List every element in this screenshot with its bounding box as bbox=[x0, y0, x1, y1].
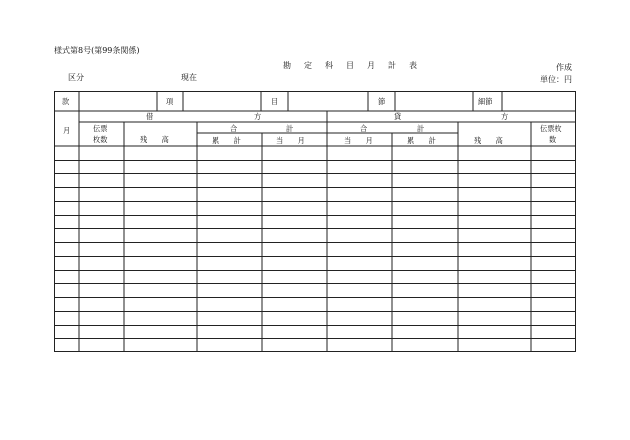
slips-header-b: 枚数 bbox=[93, 135, 108, 144]
credit-balance-header: 残 高 bbox=[474, 136, 503, 145]
debit-total-b: 計 bbox=[286, 124, 294, 133]
debit-total-a: 合 bbox=[230, 124, 238, 133]
credit-side-header: 方 bbox=[501, 112, 509, 121]
credit-total-a: 合 bbox=[360, 124, 368, 133]
credit-current-header: 当 月 bbox=[344, 136, 373, 145]
debit-current-header: 当 月 bbox=[276, 136, 305, 145]
kubun-label: 区分 bbox=[68, 73, 84, 82]
ledger-table bbox=[54, 91, 576, 352]
debit-header: 借 bbox=[146, 112, 154, 121]
genzai-label: 現在 bbox=[181, 73, 197, 82]
saimoku-label: 細節 bbox=[478, 97, 493, 106]
credit-header: 貸 bbox=[394, 112, 402, 121]
form-number: 様式第8号(第99条関係) bbox=[54, 46, 140, 55]
unit-label: 単位：円 bbox=[540, 75, 572, 84]
table-body-rows bbox=[54, 161, 576, 339]
month-header: 月 bbox=[63, 126, 71, 135]
moku-label: 目 bbox=[271, 97, 279, 106]
slips-right-header-b: 数 bbox=[549, 135, 557, 144]
credit-cumulative-header: 累 計 bbox=[407, 136, 436, 145]
credit-total-b: 計 bbox=[417, 124, 425, 133]
slips-right-header-a: 伝票枚 bbox=[540, 124, 562, 133]
debit-side-header: 方 bbox=[254, 112, 262, 121]
setsu-label: 節 bbox=[378, 97, 386, 106]
table-border bbox=[55, 92, 576, 352]
balance-header: 残 高 bbox=[140, 135, 169, 144]
page-title: 勘定科目月計表 bbox=[283, 61, 430, 70]
sakusei-label: 作成 bbox=[556, 63, 572, 72]
kan-label: 款 bbox=[62, 97, 70, 106]
debit-cumulative-header: 累 計 bbox=[212, 136, 241, 145]
slips-header-a: 伝票 bbox=[93, 124, 108, 133]
kou-label: 項 bbox=[166, 97, 174, 106]
